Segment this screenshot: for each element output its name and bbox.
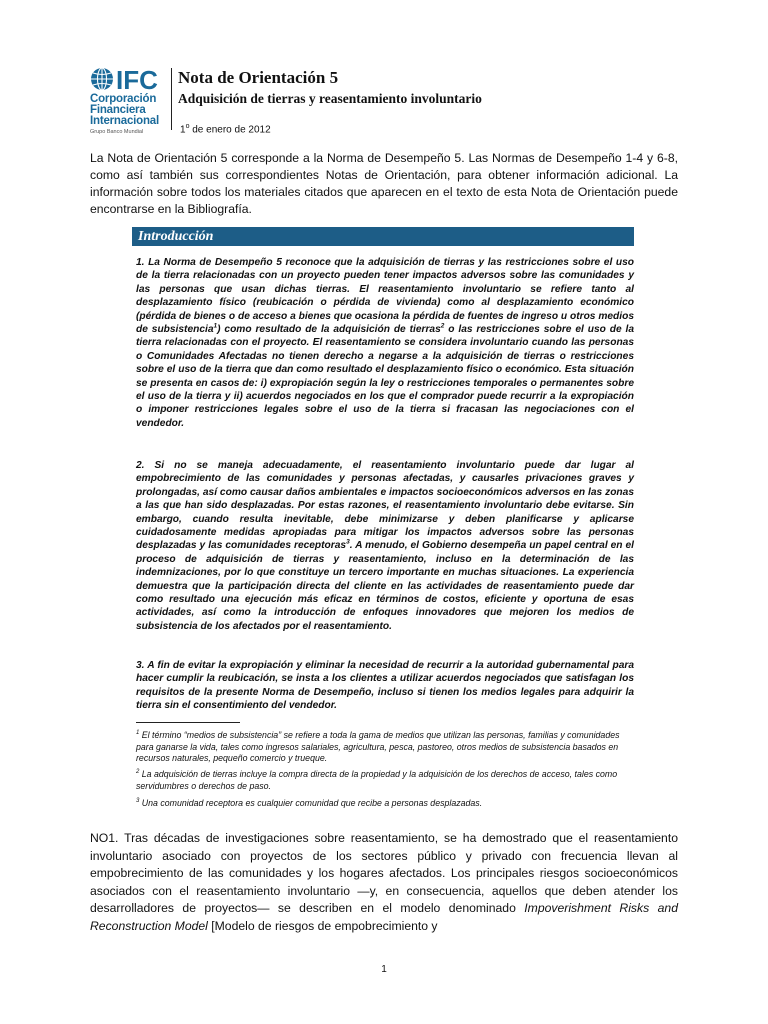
footnote-ref-3[interactable]: 3 xyxy=(346,539,350,547)
section-title: Introducción xyxy=(138,229,214,244)
no1-text-a: NO1. Tras décadas de investigaciones sobre reasentamiento, se ha demostrado que el reasentamiento involuntario asociado con proyectos de los sectores público y privado con frecuencia llevan al empobrecimiento de las comunidades y los hogares afectados. Los principales riesgos socioeconómicos asociados con el reasentamiento involuntario —y, en consecuencia, aquellos que deben atender los desarrolladores de proyectos— se describen en el modelo denominado xyxy=(90,831,678,915)
note-paragraph-no1 xyxy=(90,830,678,935)
document-date xyxy=(180,120,271,137)
section-header-bar xyxy=(132,227,634,246)
ifc-logo xyxy=(90,66,172,136)
footnote-ref-1[interactable]: 1 xyxy=(213,322,218,330)
footnote-text: La adquisición de tierras incluye la compra directa de la propiedad y la adquisición de los derechos de acceso, tales como servidumbres o derechos de paso. xyxy=(136,769,618,791)
footnote-number: 3 xyxy=(136,798,140,805)
paragraph-1-text-a: 1. La Norma de Desempeño 5 reconoce que la adquisición de tierras y las restricciones sobre el uso de la tierra relacionadas con un proyecto pueden tener impactos adversos sobre las comunidades y las personas que usan dichas tierras. El reasentamiento involuntario se refiere tanto al desplazamiento físico (reubicación o pérdida de vivienda) como al desplazamiento económico (pérdida de bienes o de acceso a bienes que ocasiona la pérdida de fuentes de ingreso u otros medios de subsistencia xyxy=(136,257,634,336)
no1-model-name: Impoverishment Risks and Reconstruction Model xyxy=(90,901,678,933)
document-subtitle: Adquisición de tierras y reasentamiento involuntario xyxy=(178,91,482,106)
paragraph-1-text-c: o las restricciones sobre el uso de la tierra relacionadas con el proyecto. El reasentamiento se considera involuntario cuando las personas o Comunidades Afectadas no tienen derecho a negarse a la adquisición de tierras o restricciones sobre el uso de la tierra que dan como resultado el desplazamiento físico o económico. Esta situación se presenta en casos de: i) expropiación según la ley o restricciones temporales o permanentes sobre el uso de la tierra y ii) acuerdos negociados en los que el comprador puede recurrir a la expropiación o imponer restricciones legales sobre el uso de la tierra si fracasan las negociaciones con el vendedor. xyxy=(136,324,635,429)
document-title: Nota de Orientación 5 xyxy=(178,68,339,87)
logo-group: Grupo Banco Mundial xyxy=(90,129,144,135)
page-number: 1 xyxy=(381,964,387,975)
no1-text-b: [Modelo de riesgos de empobrecimiento y xyxy=(207,918,438,933)
paragraph-3: 3. A fin de evitar la expropiación y eliminar la necesidad de recurrir a la autoridad gubernamental para hacer cumplir la reubicación, se insta a los clientes a utilizar acuerdos negociados que satisfagan los requisitos de la presente Norma de Desempeño, incluso si tienen los medios legales para adquirir la tierra sin el consentimiento del vendedor. xyxy=(136,660,634,712)
paragraph-2-text-a: 2. Si no se maneja adecuadamente, el reasentamiento involuntario puede dar lugar al empobrecimiento de las comunidades y personas afectadas, y causarles privaciones graves y prolongadas, así como causar daños ambientales e impactos socioeconómicos adversos en las zonas a las que han sido desplazadas. Por estas razones, el reasentamiento involuntario debe evitarse. Sin embargo, cuando resulta inevitable, debe minimizarse y deben planificarse y aplicarse cuidadosamente medidas apropiadas para mitigar los impactos adversos sobre las personas desplazadas y las comunidades receptoras xyxy=(136,460,634,552)
footnote-number: 2 xyxy=(136,769,140,776)
paragraph-1 xyxy=(136,256,634,430)
paragraph-1-text-b: ) como resultado de la adquisición de tierras xyxy=(217,324,441,336)
logo-line-1: Corporación xyxy=(90,93,157,105)
date-day: 1 xyxy=(180,124,186,136)
logo-acronym: IFC xyxy=(116,66,158,92)
header-divider xyxy=(171,68,172,130)
footnote-3 xyxy=(136,798,634,810)
footnote-number: 1 xyxy=(136,730,140,737)
logo-line-2: Financiera xyxy=(90,104,146,116)
logo-wordmark xyxy=(90,94,159,136)
footnote-text: Una comunidad receptora es cualquier comunidad que recibe a personas desplazadas. xyxy=(139,798,483,808)
ifc-globe-logo-icon xyxy=(90,66,172,92)
logo-line-3: Internacional xyxy=(90,115,159,127)
footnote-text: El término “medios de subsistencia” se refiere a toda la gama de medios que utilizan las personas, familias y comunidades para ganarse la vida, tales como ingresos salariales, agricultura, pesca, pastoreo, otros medios de subsistencia basados en recursos naturales, pequeño comercio y trueque. xyxy=(136,730,620,764)
date-ordinal: o xyxy=(185,123,190,130)
paragraph-2-text-b: . A menudo, el Gobierno desempeña un papel central en el proceso de adquisición de tierras y reasentamiento, incluso en la determinación de las indemnizaciones, por lo que constituye un tercero importante en muchas situaciones. La experiencia demuestra que la participación directa del cliente en las actividades de reasentamiento puede dar como resultado una ejecución más eficaz en términos de costos, eficiente y oportuna de esas actividades, así como la introducción de enfoques innovadores que mejoren los medios de subsistencia de los afectados por el reasentamiento. xyxy=(136,540,634,632)
footnote-2 xyxy=(136,769,634,792)
paragraph-2 xyxy=(136,459,634,633)
footnote-1 xyxy=(136,730,634,765)
footnote-separator xyxy=(136,722,240,723)
date-rest: de enero de 2012 xyxy=(189,124,271,136)
footnote-ref-2[interactable]: 2 xyxy=(440,322,445,330)
intro-paragraph: La Nota de Orientación 5 corresponde a la Norma de Desempeño 5. Las Normas de Desempeño 1-4 y 6-8, como así también sus correspondientes Notas de Orientación, para obtener información adicional. La información sobre todos los materiales citados que aparecen en el texto de esta Nota de Orientación puede encontrarse en la Bibliografía. xyxy=(90,151,678,216)
